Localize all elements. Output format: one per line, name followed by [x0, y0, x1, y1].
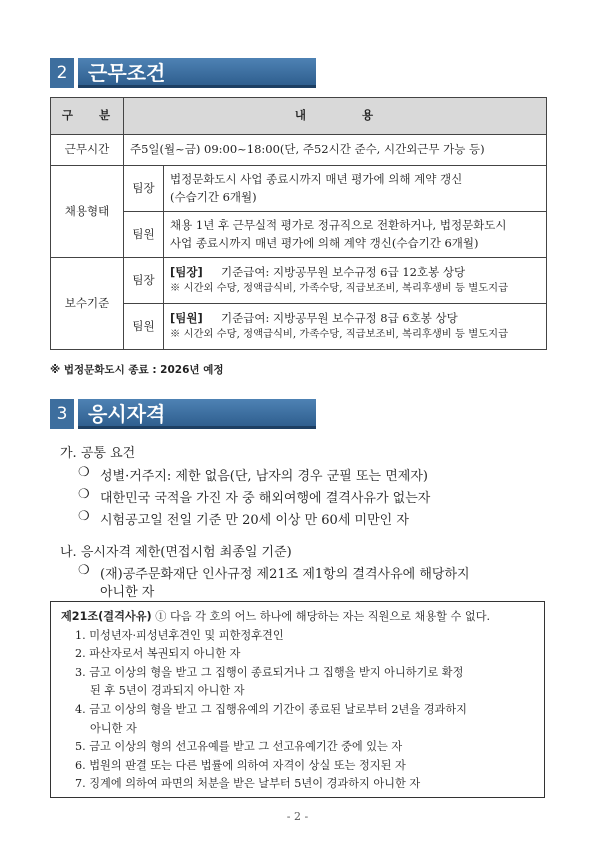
table-row	[51, 258, 547, 304]
restriction-heading: 나. 응시자격 제한(면접시험 최종일 기준)	[60, 545, 292, 560]
header-category: 구 분	[51, 98, 124, 135]
section-2-header	[50, 58, 316, 88]
bullet-icon: ❍	[78, 509, 90, 524]
pay-lead-cell	[164, 258, 547, 304]
role-label: 팀장	[124, 166, 164, 212]
article-item: 3. 금고 이상의 형을 받고 그 집행이 종료되거나 그 집행을 받지 아니하기로 확정	[75, 665, 464, 679]
article-intro: ① 다음 각 호의 어느 하나에 해당하는 자는 직원으로 채용할 수 없다.	[155, 610, 491, 623]
section-title: 근무조건	[78, 58, 316, 88]
pay-note: ※ 시간외 수당, 정액급식비, 가족수당, 직급보조비, 복리후생비 등 별도지급	[170, 282, 509, 295]
footnote: ※ 법정문화도시 종료 : 2026년 예정	[50, 364, 224, 376]
pay-tag: [팀장]	[170, 264, 203, 279]
article-item-continuation: 된 후 5년이 경과되지 아니한 자	[90, 684, 245, 698]
cell-line: 채용 1년 후 근무실적 평가로 정규직으로 전환하거나, 법정문화도시	[170, 217, 507, 232]
cell-line: 법정문화도시 사업 종료시까지 매년 평가에 의해 계약 갱신	[170, 171, 463, 186]
cell-line: 사업 종료시까지 매년 평가에 의해 계약 갱신(수습기간 6개월)	[170, 235, 479, 250]
article-item-continuation: 아니한 자	[90, 721, 137, 735]
pay-base: 기준급여: 지방공무원 보수규정 8급 6호봉 상당	[221, 310, 458, 325]
list-item	[78, 563, 470, 582]
list-item	[78, 465, 428, 484]
role-label: 팀장	[124, 258, 164, 304]
section-title: 응시자격	[78, 399, 316, 429]
work-conditions-table	[50, 97, 547, 350]
article-header	[61, 608, 534, 627]
list-item-text: (재)공주문화재단 인사규정 제21조 제1항의 결격사유에 해당하지	[100, 567, 470, 582]
table-row	[51, 212, 547, 258]
section-3-header	[50, 399, 316, 429]
table-header-row	[51, 98, 547, 135]
table-row	[51, 304, 547, 350]
article-item: 4. 금고 이상의 형을 받고 그 집행유예의 기간이 종료된 날로부터 2년을 경과하지	[75, 702, 467, 716]
table-row	[51, 135, 547, 166]
pay-tag: [팀원]	[170, 310, 203, 325]
section-number: 3	[50, 399, 74, 429]
row-label: 채용형태	[51, 166, 124, 258]
list-item-continuation: 아니한 자	[100, 585, 155, 600]
section-number: 2	[50, 58, 74, 88]
bullet-icon: ❍	[78, 465, 90, 480]
list-item-text: 시험공고일 전일 기준 만 20세 이상 만 60세 미만인 자	[100, 513, 409, 528]
pay-base: 기준급여: 지방공무원 보수규정 6급 12호봉 상당	[221, 264, 466, 279]
employment-member-cell	[164, 212, 547, 258]
row-label: 보수기준	[51, 258, 124, 350]
common-heading: 가. 공통 요건	[60, 446, 136, 461]
bullet-icon: ❍	[78, 487, 90, 502]
list-item-text: 성별·거주지: 제한 없음(단, 남자의 경우 군필 또는 면제자)	[100, 469, 428, 484]
role-label: 팀원	[124, 212, 164, 258]
article-item: 6. 법원의 판결 또는 다른 법률에 의하여 자격이 상실 또는 정지된 자	[75, 758, 406, 772]
table-row	[51, 166, 547, 212]
article-title: 제21조(결격사유)	[61, 610, 152, 623]
pay-member-cell	[164, 304, 547, 350]
article-item: 2. 파산자로서 복권되지 아니한 자	[75, 647, 241, 661]
pay-note: ※ 시간외 수당, 정액급식비, 가족수당, 직급보조비, 복리후생비 등 별도지급	[170, 328, 509, 341]
list-item-text: 대한민국 국적을 가진 자 중 해외여행에 결격사유가 없는자	[100, 491, 431, 506]
page-number: - 2 -	[286, 810, 309, 823]
article-item: 7. 징계에 의하여 파면의 처분을 받은 날부터 5년이 경과하지 아니한 자	[75, 777, 421, 791]
article-item: 1. 미성년자·피성년후견인 및 피한정후견인	[75, 628, 284, 642]
list-item	[78, 487, 430, 506]
row-label: 근무시간	[51, 135, 124, 166]
article-item: 5. 금고 이상의 형의 선고유예를 받고 그 선고유예기간 중에 있는 자	[75, 740, 403, 754]
cell-line: (수습기간 6개월)	[170, 189, 257, 204]
role-label: 팀원	[124, 304, 164, 350]
bullet-icon: ❍	[78, 563, 90, 578]
list-item	[78, 509, 409, 528]
employment-lead-cell	[164, 166, 547, 212]
article-21-box	[50, 601, 545, 798]
work-hours-text: 주5일(월~금) 09:00~18:00(단, 주52시간 준수, 시간외근무 가능 등)	[124, 135, 547, 166]
header-content: 내 용	[124, 98, 547, 135]
